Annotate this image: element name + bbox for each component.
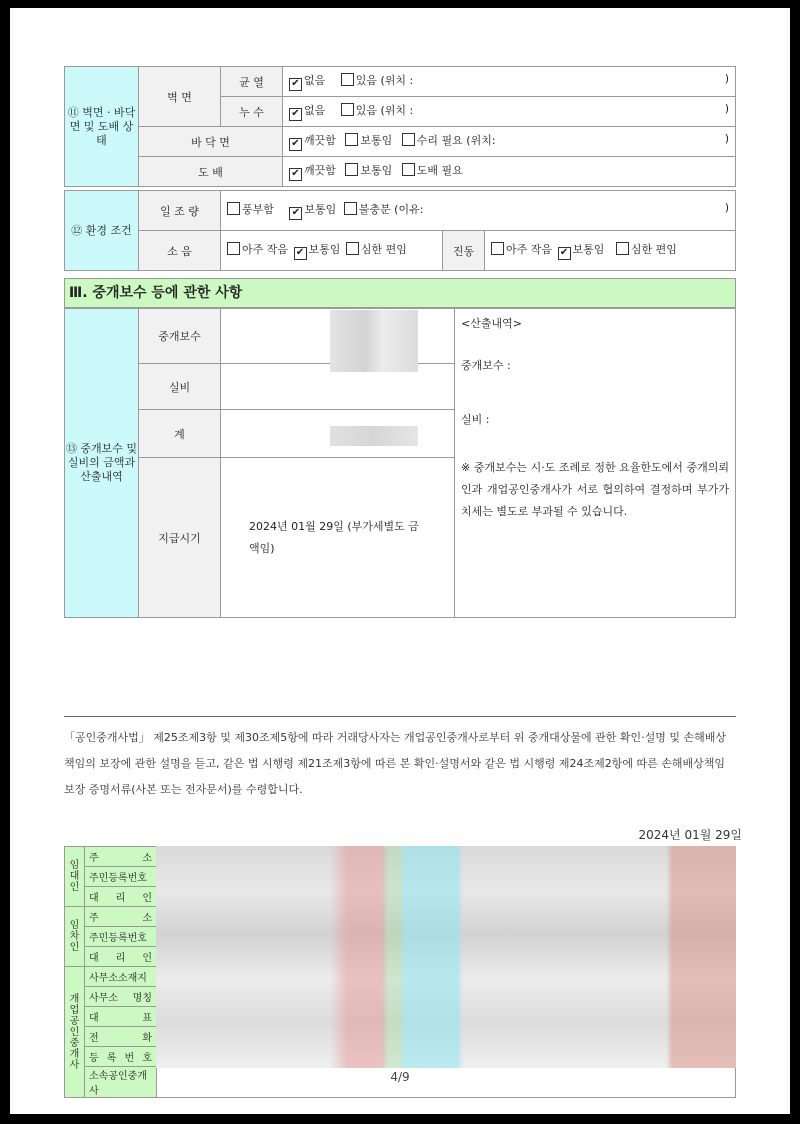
calc-note: ※ 중개보수는 시·도 조례로 정한 요율한도에서 중개의뢰인과 개업공인중개사가 서로 협의하여 결정하며 부가가치세는 별도로 부과될 수 있습니다. bbox=[461, 461, 729, 518]
crack-none-label: 없음 bbox=[304, 74, 326, 87]
calc-fee: 중개보수 : bbox=[461, 359, 511, 372]
landlord-address-label: 주 소 bbox=[85, 847, 157, 867]
broker-label: 개업공인중개사 bbox=[65, 967, 85, 1098]
crack-exists-checkbox[interactable] bbox=[341, 73, 354, 86]
wallpaper-clean-checkbox[interactable]: ✔ bbox=[289, 168, 302, 181]
leak-row bbox=[283, 97, 736, 127]
wallpaper-normal-checkbox[interactable] bbox=[345, 163, 358, 176]
vib-normal-label: 보통임 bbox=[572, 243, 605, 256]
vibration-label: 진동 bbox=[443, 231, 485, 271]
crack-row bbox=[283, 67, 736, 97]
floor-normal-label: 보통임 bbox=[360, 134, 393, 147]
crack-exists-label: 있음 (위치 : bbox=[355, 74, 414, 87]
tenant-address-label: 주 소 bbox=[85, 907, 157, 927]
wallpaper-normal-label: 보통임 bbox=[360, 164, 393, 177]
tenant-id-label: 주민등록번호 bbox=[85, 927, 157, 947]
landlord-id-label: 주민등록번호 bbox=[85, 867, 157, 887]
noise-normal-label: 보통임 bbox=[308, 243, 341, 256]
noise-row bbox=[221, 231, 443, 271]
leak-none-label: 없음 bbox=[304, 104, 326, 117]
fee-redaction bbox=[330, 310, 418, 372]
floor-label: 바 닥 면 bbox=[139, 127, 283, 157]
sign-date: 2024년 01월 29일 bbox=[638, 828, 742, 842]
fee-label: 중개보수 bbox=[139, 309, 221, 364]
broker-rep-label: 대 표 bbox=[85, 1007, 157, 1027]
floor-clean-checkbox[interactable]: ✔ bbox=[289, 138, 302, 151]
noise-low-checkbox[interactable] bbox=[227, 242, 240, 255]
sun-poor-checkbox[interactable] bbox=[344, 202, 357, 215]
vib-high-checkbox[interactable] bbox=[616, 242, 629, 255]
floor-repair-checkbox[interactable] bbox=[402, 133, 415, 146]
total-label: 계 bbox=[139, 410, 221, 458]
floor-row bbox=[283, 127, 736, 157]
sun-label: 일 조 량 bbox=[139, 191, 221, 231]
noise-low-label: 아주 작음 bbox=[242, 243, 289, 256]
cost-label: 실비 bbox=[139, 364, 221, 410]
calc-cost: 실비 : bbox=[461, 413, 490, 426]
calc-cell bbox=[455, 309, 736, 618]
leak-exists-label: 있음 (위치 : bbox=[355, 104, 414, 117]
broker-reg-label: 등 록 번 호 bbox=[85, 1047, 157, 1067]
crack-close: ) bbox=[724, 72, 729, 85]
total-redaction bbox=[330, 426, 418, 446]
section-title: Ⅲ. 중개보수 등에 관한 사항 bbox=[64, 278, 736, 308]
sun-rich-label: 풍부함 bbox=[242, 203, 274, 216]
tenant-label: 임차인 bbox=[65, 907, 85, 967]
wallpaper-need-checkbox[interactable] bbox=[402, 163, 415, 176]
broker-office-name-label: 사무소 명칭 bbox=[85, 987, 157, 1007]
floor-close: ) bbox=[724, 132, 729, 145]
landlord-agent-label: 대 리 인 bbox=[85, 887, 157, 907]
noise-normal-checkbox[interactable]: ✔ bbox=[294, 247, 307, 260]
wallpaper-row bbox=[283, 157, 736, 187]
crack-none-checkbox[interactable]: ✔ bbox=[289, 78, 302, 91]
sun-row bbox=[221, 191, 736, 231]
page-number: 4/9 bbox=[390, 1070, 410, 1084]
sun-rich-checkbox[interactable] bbox=[227, 202, 240, 215]
vib-low-label: 아주 작음 bbox=[506, 243, 553, 256]
leak-none-checkbox[interactable]: ✔ bbox=[289, 108, 302, 121]
noise-high-checkbox[interactable] bbox=[346, 242, 359, 255]
wallpaper-clean-label: 깨끗함 bbox=[304, 164, 336, 177]
pay-value: 2024년 01월 29일 (부가세별도 금액임) bbox=[221, 458, 455, 618]
floor-normal-checkbox[interactable] bbox=[345, 133, 358, 146]
environment-table bbox=[64, 190, 736, 271]
broker-affiliate-label: 소속공인중개사 bbox=[85, 1067, 157, 1098]
sun-poor-label: 불충분 (이유: bbox=[358, 203, 424, 216]
environment-group-label: ⑫ 환경 조건 bbox=[65, 191, 139, 271]
wall-label: 벽 면 bbox=[139, 67, 221, 127]
broker-phone-label: 전 화 bbox=[85, 1027, 157, 1047]
vib-normal-checkbox[interactable]: ✔ bbox=[558, 247, 571, 260]
fee-group-label: ⑬ 중개보수 및 실비의 금액과 산출내역 bbox=[65, 309, 139, 618]
pay-label: 지급시기 bbox=[139, 458, 221, 618]
tenant-agent-label: 대 리 인 bbox=[85, 947, 157, 967]
vib-low-checkbox[interactable] bbox=[491, 242, 504, 255]
floor-repair-label: 수리 필요 (위치: bbox=[416, 134, 496, 147]
floor-clean-label: 깨끗함 bbox=[304, 134, 336, 147]
broker-office-address-label: 사무소소재지 bbox=[85, 967, 157, 987]
document-page bbox=[10, 8, 790, 1114]
calc-title: <산출내역> bbox=[461, 317, 522, 330]
noise-high-label: 심한 편임 bbox=[360, 243, 407, 256]
noise-label: 소 음 bbox=[139, 231, 221, 271]
sun-normal-label: 보통임 bbox=[304, 203, 337, 216]
leak-close: ) bbox=[724, 102, 729, 115]
condition-table bbox=[64, 66, 736, 187]
sun-close: ) bbox=[724, 201, 729, 214]
leak-label: 누 수 bbox=[221, 97, 283, 127]
condition-group-label: ⑪ 벽면 · 바닥면 및 도배 상태 bbox=[65, 67, 139, 187]
acknowledgement-statement: 「공인중개사법」 제25조제3항 및 제30조제5항에 따라 거래당사자는 개업공인중개사로부터 위 중개대상물에 관한 확인·설명 및 손해배상책임의 보장에 관한 설명을 듣고, 같은 법 시행령 제21조제3항에 따른 본 확인·설명서와 같은 법 시행령 제24조제2항에 따른 손해배상책임 보장 증명서류(사본 또는 전자문서)를 수령합니다. bbox=[64, 716, 736, 803]
crack-label: 균 열 bbox=[221, 67, 283, 97]
vib-high-label: 심한 편임 bbox=[630, 243, 677, 256]
landlord-label: 임대인 bbox=[65, 847, 85, 907]
sun-normal-checkbox[interactable]: ✔ bbox=[289, 207, 302, 220]
vibration-row bbox=[485, 231, 736, 271]
wallpaper-need-label: 도배 필요 bbox=[416, 164, 463, 177]
signature-redaction bbox=[156, 846, 736, 1068]
leak-exists-checkbox[interactable] bbox=[341, 103, 354, 116]
wallpaper-label: 도 배 bbox=[139, 157, 283, 187]
